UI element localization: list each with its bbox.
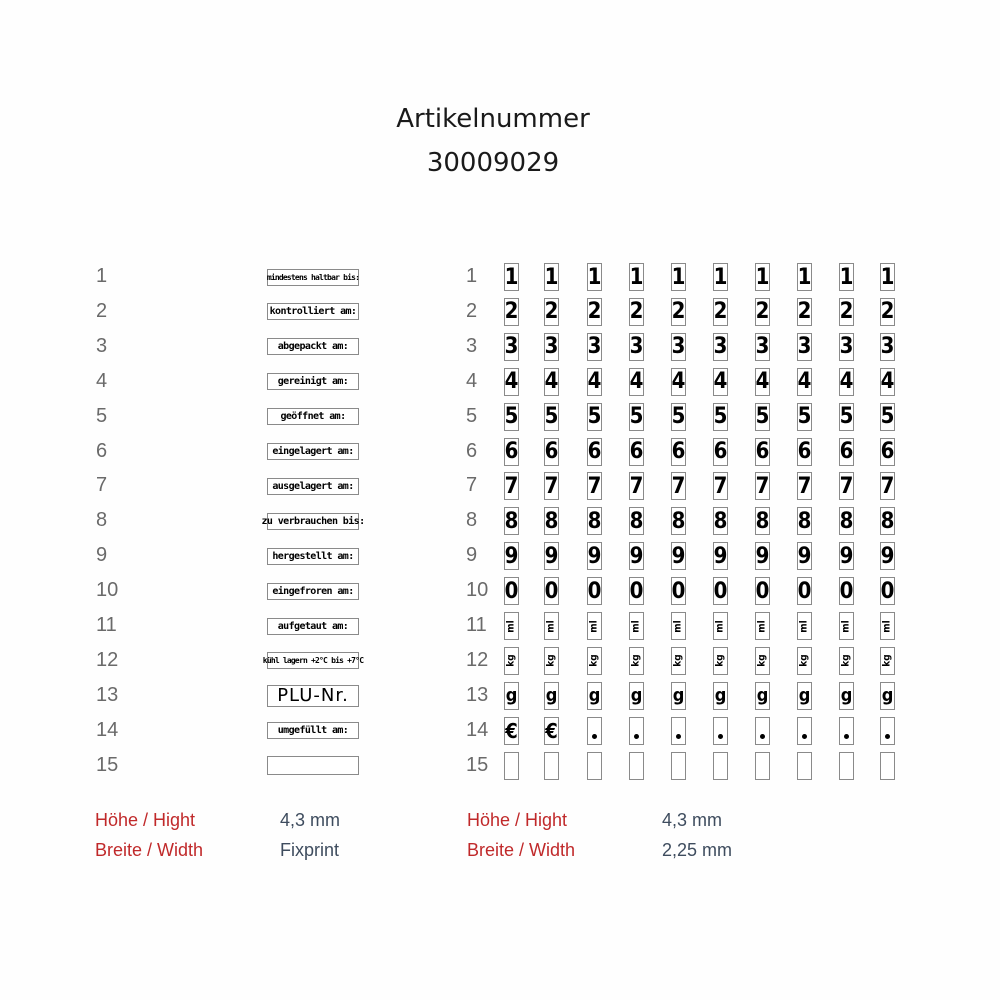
row-number: 12 xyxy=(96,648,119,671)
left-width-label: Breite / Width xyxy=(95,840,204,860)
unit-glyph: kg xyxy=(714,654,726,668)
label-text: umgefüllt am: xyxy=(267,722,359,739)
band-cell: 0 xyxy=(629,578,644,604)
unit-glyph: kg xyxy=(630,654,642,668)
band-cell: 3 xyxy=(544,334,559,360)
row-number: 5 xyxy=(466,404,478,427)
band-cell-unit xyxy=(587,612,602,640)
article-number: 30009029 xyxy=(426,148,560,178)
label-text: kühl lagern +2°C bis +7°C xyxy=(267,652,359,669)
row-number: 3 xyxy=(96,334,108,357)
band-cell: 2 xyxy=(713,299,728,325)
band-cell: 1 xyxy=(713,264,728,290)
band-cell: 4 xyxy=(797,369,812,395)
label-text: zu verbrauchen bis: xyxy=(267,513,359,530)
band-cell: 2 xyxy=(504,299,519,325)
band-cell-unit xyxy=(587,647,602,675)
band-cell: 3 xyxy=(797,334,812,360)
left-width-value: Fixprint xyxy=(280,840,340,860)
band-cell: 9 xyxy=(755,543,770,569)
band-cell: 1 xyxy=(629,264,644,290)
band-cell: 2 xyxy=(671,299,686,325)
label-text: abgepackt am: xyxy=(267,338,359,355)
unit-glyph: kg xyxy=(756,654,768,668)
band-cell-dot xyxy=(797,717,812,745)
band-cell: 3 xyxy=(629,334,644,360)
band-cell: 3 xyxy=(587,334,602,360)
unit-glyph: ml xyxy=(589,619,600,633)
band-cell-unit xyxy=(629,647,644,675)
label-text: kontrolliert am: xyxy=(267,303,359,320)
band-cell: 5 xyxy=(755,404,770,430)
band-cell: 7 xyxy=(880,473,895,499)
row-number: 7 xyxy=(96,474,108,497)
band-cell: 9 xyxy=(880,543,895,569)
band-cell: 8 xyxy=(755,508,770,534)
band-cell: 0 xyxy=(797,578,812,604)
dot-glyph xyxy=(760,734,765,739)
label-text: PLU-Nr. xyxy=(267,685,359,707)
band-cell: 9 xyxy=(629,543,644,569)
band-cell-unit xyxy=(755,612,770,640)
band-cell: 0 xyxy=(713,578,728,604)
band-cell: 5 xyxy=(839,404,854,430)
band-cell-unit xyxy=(797,647,812,675)
unit-glyph: kg xyxy=(840,654,852,668)
unit-glyph: kg xyxy=(672,654,684,668)
band-cell: 8 xyxy=(629,508,644,534)
band-cell: 9 xyxy=(544,543,559,569)
row-number: 8 xyxy=(96,509,108,532)
band-cell: 8 xyxy=(587,508,602,534)
band-cell: 6 xyxy=(797,439,812,464)
band-cell: 3 xyxy=(671,334,686,360)
band-cell-unit xyxy=(544,612,559,640)
dot-glyph xyxy=(592,734,597,739)
band-cell-unit xyxy=(797,612,812,640)
band-cell: 4 xyxy=(713,369,728,395)
unit-glyph: ml xyxy=(799,619,810,633)
band-cell: 4 xyxy=(671,369,686,395)
band-cell: 8 xyxy=(671,508,686,534)
band-cell: 7 xyxy=(587,473,602,499)
band-cell: 9 xyxy=(504,543,519,569)
band-cell-unit xyxy=(880,612,895,640)
band-cell-blank xyxy=(587,752,602,780)
band-cell: 3 xyxy=(504,334,519,360)
band-cell: 2 xyxy=(755,299,770,325)
row-number: 6 xyxy=(96,439,108,462)
band-cell: g xyxy=(839,682,854,710)
band-cell: 4 xyxy=(755,369,770,395)
band-cell: 3 xyxy=(839,334,854,360)
dot-glyph xyxy=(844,734,849,739)
dot-glyph xyxy=(802,734,807,739)
band-cell-dot xyxy=(671,717,686,745)
band-cell: 5 xyxy=(713,404,728,430)
band-cell: 2 xyxy=(880,299,895,325)
unit-glyph: ml xyxy=(506,619,517,633)
band-cell: g xyxy=(544,682,559,710)
dot-glyph xyxy=(676,734,681,739)
band-cell: 1 xyxy=(880,264,895,290)
row-number: 14 xyxy=(96,718,119,741)
band-cell: 0 xyxy=(839,578,854,604)
band-cell: 0 xyxy=(671,578,686,604)
band-cell-unit xyxy=(839,612,854,640)
band-cell: 8 xyxy=(713,508,728,534)
band-cell: 5 xyxy=(671,404,686,430)
page-title: Artikelnummer xyxy=(396,104,590,134)
band-cell-unit xyxy=(629,612,644,640)
row-number: 4 xyxy=(96,369,108,392)
band-cell-unit xyxy=(671,647,686,675)
row-number: 1 xyxy=(96,265,108,287)
band-cell: 7 xyxy=(544,473,559,499)
label-text: eingefroren am: xyxy=(267,583,359,600)
row-number: 10 xyxy=(96,579,119,602)
row-number: 2 xyxy=(466,299,478,322)
band-cell: 5 xyxy=(544,404,559,430)
row-number: 11 xyxy=(96,614,117,636)
band-cell: 4 xyxy=(504,369,519,395)
band-cell: 2 xyxy=(797,299,812,325)
band-cell: 6 xyxy=(544,439,559,464)
band-cell: 1 xyxy=(839,264,854,290)
row-number: 4 xyxy=(466,369,478,392)
band-cell: 0 xyxy=(880,578,895,604)
band-cell-unit xyxy=(880,647,895,675)
row-number: 15 xyxy=(466,753,489,776)
unit-glyph: ml xyxy=(882,619,893,633)
row-number: 14 xyxy=(466,718,489,741)
band-cell: g xyxy=(755,682,770,710)
band-cell-unit xyxy=(713,647,728,675)
band-cell: 5 xyxy=(587,404,602,430)
band-cell: 2 xyxy=(629,299,644,325)
band-cell: 1 xyxy=(797,264,812,290)
row-number: 15 xyxy=(96,753,119,776)
left-height-label: Höhe / Hight xyxy=(95,810,196,830)
band-cell: 5 xyxy=(797,404,812,430)
band-cell: 1 xyxy=(755,264,770,290)
band-cell: 9 xyxy=(587,543,602,569)
band-cell: g xyxy=(671,682,686,710)
band-cell: g xyxy=(587,682,602,710)
dot-glyph xyxy=(885,734,890,739)
band-cell: 6 xyxy=(587,439,602,464)
band-cell-unit xyxy=(544,647,559,675)
band-cell-unit xyxy=(504,647,519,675)
band-cell: 7 xyxy=(839,473,854,499)
band-cell: 9 xyxy=(713,543,728,569)
band-cell-euro: € xyxy=(505,718,518,743)
row-number: 1 xyxy=(466,265,478,287)
band-cell: 4 xyxy=(629,369,644,395)
band-cell: 7 xyxy=(797,473,812,499)
row-number: 9 xyxy=(96,544,108,567)
row-number: 9 xyxy=(466,544,478,567)
band-cell: 8 xyxy=(797,508,812,534)
band-cell-dot xyxy=(839,717,854,745)
band-cell: g xyxy=(629,682,644,710)
band-cell: 4 xyxy=(839,369,854,395)
unit-glyph: ml xyxy=(546,619,557,633)
band-cell-dot xyxy=(713,717,728,745)
band-cell-blank xyxy=(713,752,728,780)
band-cell-unit xyxy=(755,647,770,675)
unit-glyph: ml xyxy=(841,619,852,633)
row-number: 13 xyxy=(466,683,489,706)
band-cell: g xyxy=(504,682,519,710)
band-cell-blank xyxy=(671,752,686,780)
unit-glyph: kg xyxy=(505,654,517,668)
band-cell: 2 xyxy=(587,299,602,325)
band-cell-unit xyxy=(671,612,686,640)
band-cell: 3 xyxy=(713,334,728,360)
band-cell: 4 xyxy=(587,369,602,395)
band-cell: 0 xyxy=(755,578,770,604)
band-cell-unit xyxy=(839,647,854,675)
band-cell: 6 xyxy=(755,439,770,464)
band-cell: 9 xyxy=(839,543,854,569)
band-cell: 0 xyxy=(544,578,559,604)
band-cell: 5 xyxy=(504,404,519,430)
right-width-label: Breite / Width xyxy=(467,840,576,860)
band-cell: 2 xyxy=(839,299,854,325)
band-cell: 9 xyxy=(797,543,812,569)
band-cell: 6 xyxy=(629,439,644,464)
unit-glyph: ml xyxy=(757,619,768,633)
band-cell-blank xyxy=(629,752,644,780)
band-cell-blank xyxy=(755,752,770,780)
band-cell: 1 xyxy=(587,264,602,290)
band-cell: 7 xyxy=(755,473,770,499)
band-cell-blank xyxy=(504,752,519,780)
unit-glyph: kg xyxy=(798,654,810,668)
band-cell-euro: € xyxy=(545,718,558,743)
left-height-value: 4,3 mm xyxy=(280,810,341,830)
band-cell-blank xyxy=(544,752,559,780)
band-cell: 6 xyxy=(671,439,686,464)
label-text: ausgelagert am: xyxy=(267,478,359,495)
band-cell: 6 xyxy=(839,439,854,464)
unit-glyph: ml xyxy=(715,619,726,633)
row-number: 11 xyxy=(466,614,487,636)
unit-glyph: ml xyxy=(631,619,642,633)
right-width-value: 2,25 mm xyxy=(662,840,733,860)
band-cell: 6 xyxy=(713,439,728,464)
band-cell-unit xyxy=(504,612,519,640)
band-cell: 0 xyxy=(504,578,519,604)
band-cell-dot xyxy=(629,717,644,745)
band-cell-unit xyxy=(713,612,728,640)
band-cell: 7 xyxy=(629,473,644,499)
right-height-label: Höhe / Hight xyxy=(467,810,568,830)
band-cell: 4 xyxy=(544,369,559,395)
row-number: 5 xyxy=(96,404,108,427)
band-cell: 7 xyxy=(504,473,519,499)
dot-glyph xyxy=(634,734,639,739)
band-cell-blank xyxy=(839,752,854,780)
band-cell: 6 xyxy=(504,439,519,464)
band-cell: 5 xyxy=(880,404,895,430)
band-cell-dot xyxy=(755,717,770,745)
band-cell-blank xyxy=(797,752,812,780)
band-cell: 7 xyxy=(713,473,728,499)
band-cell: 7 xyxy=(671,473,686,499)
band-cell: 1 xyxy=(544,264,559,290)
right-height-value: 4,3 mm xyxy=(662,810,723,830)
band-cell: 8 xyxy=(839,508,854,534)
row-number: 3 xyxy=(466,334,478,357)
label-text: mindestens haltbar bis: xyxy=(267,269,359,286)
band-cell: 8 xyxy=(504,508,519,534)
dot-glyph xyxy=(718,734,723,739)
row-number: 12 xyxy=(466,648,489,671)
band-cell: 1 xyxy=(504,264,519,290)
row-number: 6 xyxy=(466,439,478,462)
band-cell: 6 xyxy=(880,439,895,464)
label-text: geöffnet am: xyxy=(267,408,359,425)
band-cell: 2 xyxy=(544,299,559,325)
label-text: hergestellt am: xyxy=(267,548,359,565)
band-cell-dot xyxy=(880,717,895,745)
band-cell: 4 xyxy=(880,369,895,395)
row-number: 10 xyxy=(466,579,489,602)
band-cell: g xyxy=(713,682,728,710)
band-cell: 3 xyxy=(880,334,895,360)
label-text: aufgetaut am: xyxy=(267,618,359,635)
band-cell: 8 xyxy=(880,508,895,534)
label-text: gereinigt am: xyxy=(267,373,359,390)
unit-glyph: ml xyxy=(673,619,684,633)
band-cell: 8 xyxy=(544,508,559,534)
band-cell-dot xyxy=(587,717,602,745)
band-cell-blank xyxy=(880,752,895,780)
unit-glyph: kg xyxy=(545,654,557,668)
label-text: eingelagert am: xyxy=(267,443,359,460)
band-cell: 9 xyxy=(671,543,686,569)
band-cell: 3 xyxy=(755,334,770,360)
row-number: 2 xyxy=(96,299,108,322)
band-cell: 5 xyxy=(629,404,644,430)
row-number: 8 xyxy=(466,509,478,532)
unit-glyph: kg xyxy=(881,654,893,668)
label-blank xyxy=(267,756,359,775)
band-cell: g xyxy=(797,682,812,710)
band-cell: 0 xyxy=(587,578,602,604)
row-number: 13 xyxy=(96,683,119,706)
band-cell: g xyxy=(880,682,895,710)
row-number: 7 xyxy=(466,474,478,497)
band-cell: 1 xyxy=(671,264,686,290)
unit-glyph: kg xyxy=(588,654,600,668)
